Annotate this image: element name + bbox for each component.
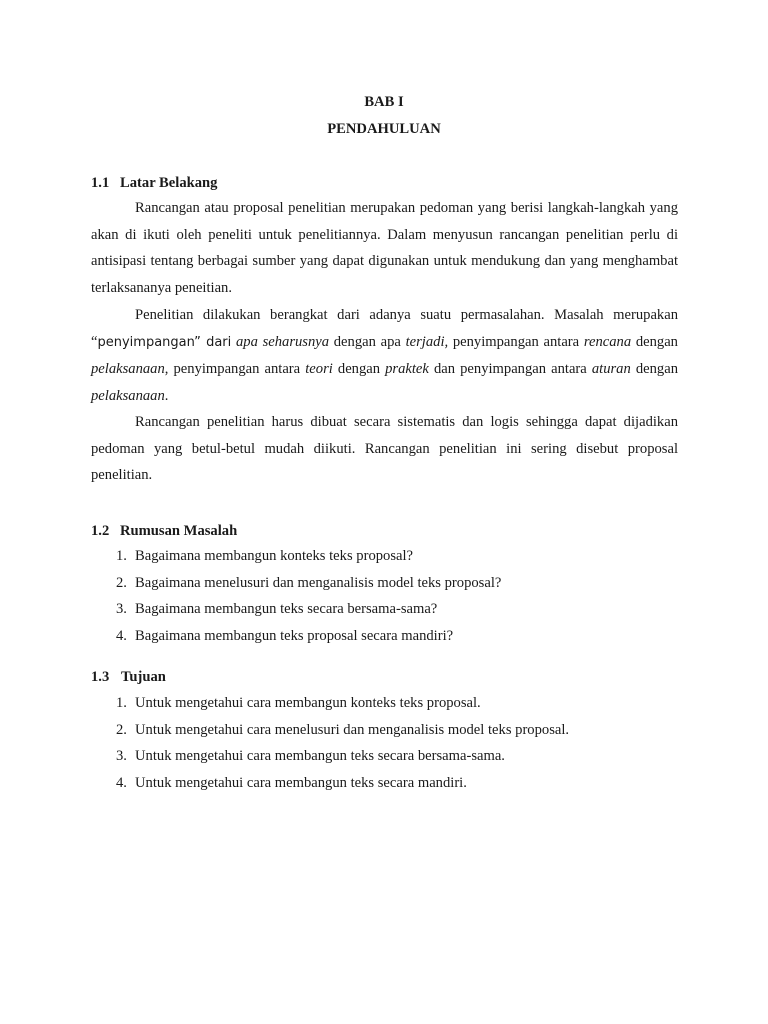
p2-text: dengan	[631, 333, 678, 350]
p2-text: , penyimpangan antara	[164, 361, 306, 378]
p2-text: .	[164, 388, 169, 405]
p2-text: dan penyimpangan antara	[428, 361, 592, 378]
section-title: Tujuan	[121, 669, 166, 685]
paragraph-3: Rancangan penelitian harus dibuat secara sistematis dan logis sehingga dapat dijadikan pedoman yang betul-betul mudah diikuti. Rancangan penelitian ini sering disebut proposal penelitian.	[91, 414, 678, 484]
p2-italic: terjadi,	[405, 333, 449, 350]
section-heading-tujuan	[91, 669, 166, 686]
list-item	[116, 717, 569, 744]
list-number: 4.	[116, 775, 127, 792]
p2-text: Penelitian dilakukan berangkat dari adanya suatu permasalahan. Masalah merupakan “	[91, 307, 678, 350]
list-item-text: Bagaimana membangun teks secara bersama-sama?	[135, 601, 438, 618]
list-number: 2.	[116, 574, 127, 591]
chapter-label: BAB I	[364, 94, 404, 110]
p2-text: dengan	[332, 361, 386, 378]
paragraph-2	[91, 302, 678, 410]
list-number: 2.	[116, 721, 127, 738]
list-item	[116, 570, 501, 597]
section-number: 1.1	[91, 175, 110, 191]
list-item	[116, 770, 569, 797]
section-heading-latar-belakang	[91, 175, 217, 192]
section-number: 1.2	[91, 523, 110, 539]
p2-italic: teori	[305, 361, 333, 378]
list-item	[116, 743, 569, 770]
list-item-text: Untuk mengetahui cara membangun teks secara mandiri.	[135, 775, 467, 792]
tujuan-list	[116, 690, 569, 797]
p2-italic: praktek	[385, 361, 429, 378]
section-title: Rumusan Masalah	[120, 523, 238, 539]
p2-italic: pelaksanaan	[91, 388, 165, 405]
section-number: 1.3	[91, 669, 110, 685]
p2-text: dengan apa	[329, 333, 406, 350]
list-item-text: Bagaimana menelusuri dan menganalisis model teks proposal?	[135, 574, 502, 591]
p2-text: dengan	[630, 361, 678, 378]
p2-italic: rencana	[583, 333, 632, 350]
list-item-text: Bagaimana membangun teks proposal secara mandiri?	[135, 628, 454, 645]
list-number: 4.	[116, 628, 127, 645]
p2-italic: apa seharusnya	[235, 333, 330, 350]
list-item-text: Untuk mengetahui cara membangun teks secara bersama-sama.	[135, 748, 505, 765]
paragraph-1: Rancangan atau proposal penelitian merupakan pedoman yang berisi langkah-langkah yang akan di ikuti oleh peneliti untuk penelitiannya. Dalam menyusun rancangan penelitian perlu di antisipasi tentang berbagai sumber yang dapat digunakan untuk mendukung dan yang menghambat terlaksananya peneitian.	[91, 200, 678, 297]
list-item-text: Bagaimana membangun konteks teks proposal?	[135, 548, 414, 564]
list-item	[116, 596, 501, 623]
rumusan-masalah-list	[116, 543, 501, 650]
list-item-text: Untuk mengetahui cara membangun konteks teks proposal.	[135, 695, 481, 711]
list-number: 3.	[116, 601, 127, 618]
p2-italic: aturan	[591, 361, 631, 378]
list-item-text: Untuk mengetahui cara menelusuri dan menganalisis model teks proposal.	[135, 721, 570, 738]
p2-text-sans: penyimpangan” dari	[97, 334, 232, 350]
list-number: 1.	[116, 695, 127, 711]
section-title: Latar Belakang	[120, 175, 218, 191]
p2-italic: pelaksanaan	[91, 361, 165, 378]
list-item	[116, 543, 501, 570]
list-item	[116, 623, 501, 650]
list-number: 3.	[116, 748, 127, 765]
list-item	[116, 690, 569, 717]
section-heading-rumusan-masalah	[91, 523, 237, 540]
list-number: 1.	[116, 548, 127, 564]
chapter-title: PENDAHULUAN	[327, 121, 441, 137]
p2-text: penyimpangan antara	[448, 333, 584, 350]
